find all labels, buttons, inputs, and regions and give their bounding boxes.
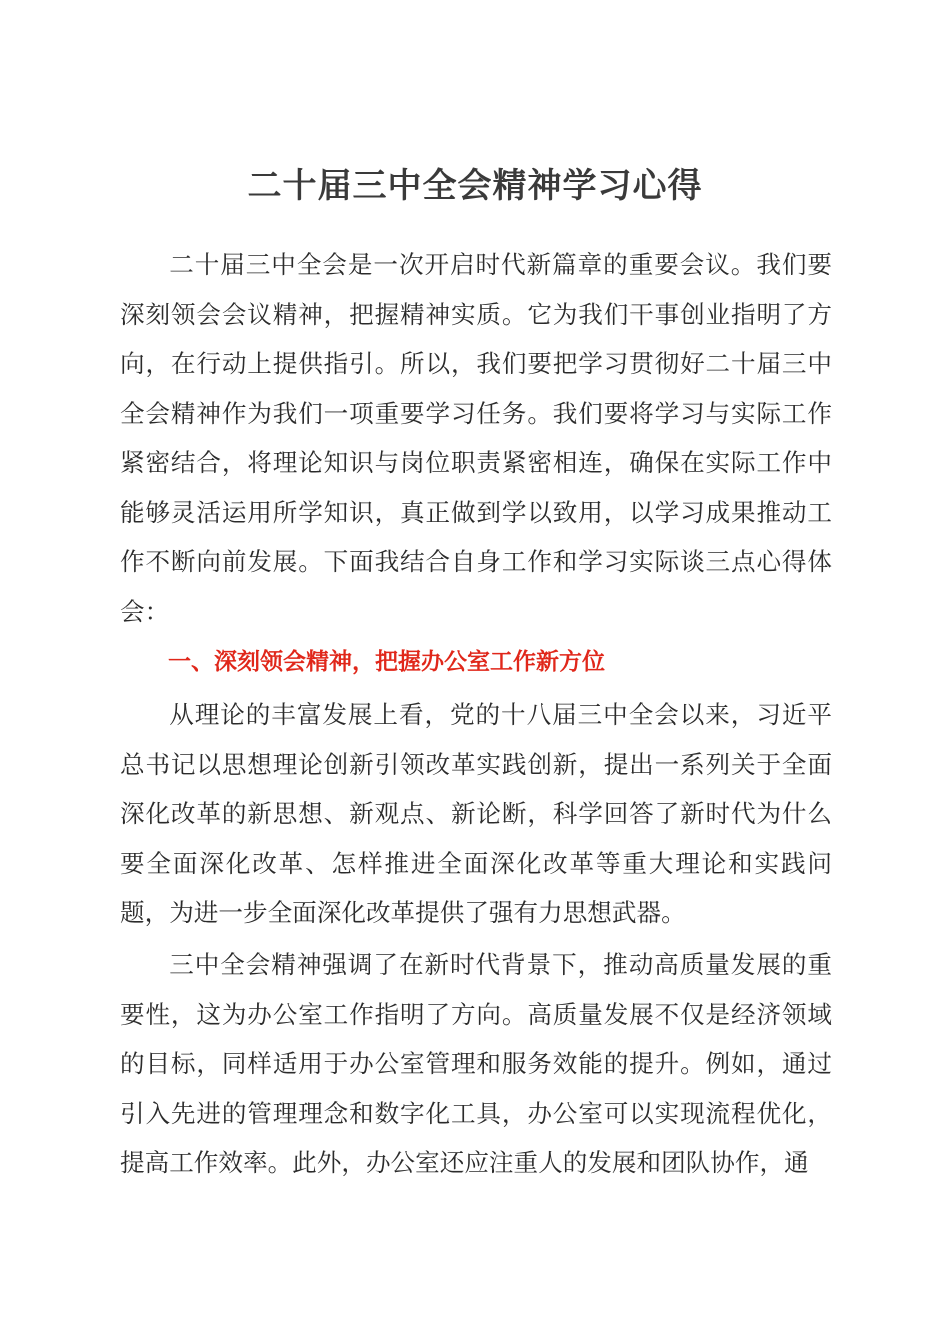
body-paragraph: 从理论的丰富发展上看，党的十八届三中全会以来，习近平总书记以思想理论创新引领改革实践创新，提出一系列关于全面深化改革的新思想、新观点、新论断，科学回答了新时代为什么要全面深化改革、怎样推进全面深化改革等重大理论和实践问题，为进一步全面深化改革提供了强有力思想武器。 [120, 700, 832, 927]
intro-paragraph: 二十届三中全会是一次开启时代新篇章的重要会议。我们要深刻领会会议精神，把握精神实质。它为我们干事创业指明了方向，在行动上提供指引。所以，我们要把学习贯彻好二十届三中全会精神作为我们一项重要学习任务。我们要将学习与实际工作紧密结合，将理论知识与岗位职责紧密相连，确保在实际工作中能够灵活运用所学知识，真正做到学以致用，以学习成果推动工作不断向前发展。下面我结合自身工作和学习实际谈三点心得体会： [120, 250, 832, 626]
section-heading: 一、深刻领会精神，把握办公室工作新方位 [168, 649, 605, 675]
document-title: 二十届三中全会精神学习心得 [247, 166, 703, 206]
body-paragraph: 三中全会精神强调了在新时代背景下，推动高质量发展的重要性，这为办公室工作指明了方向。高质量发展不仅是经济领域的目标，同样适用于办公室管理和服务效能的提升。例如，通过引入先进的管理理念和数字化工具，办公室可以实现流程优化，提高工作效率。此外，办公室还应注重人的发展和团队协作，通 [120, 950, 832, 1177]
